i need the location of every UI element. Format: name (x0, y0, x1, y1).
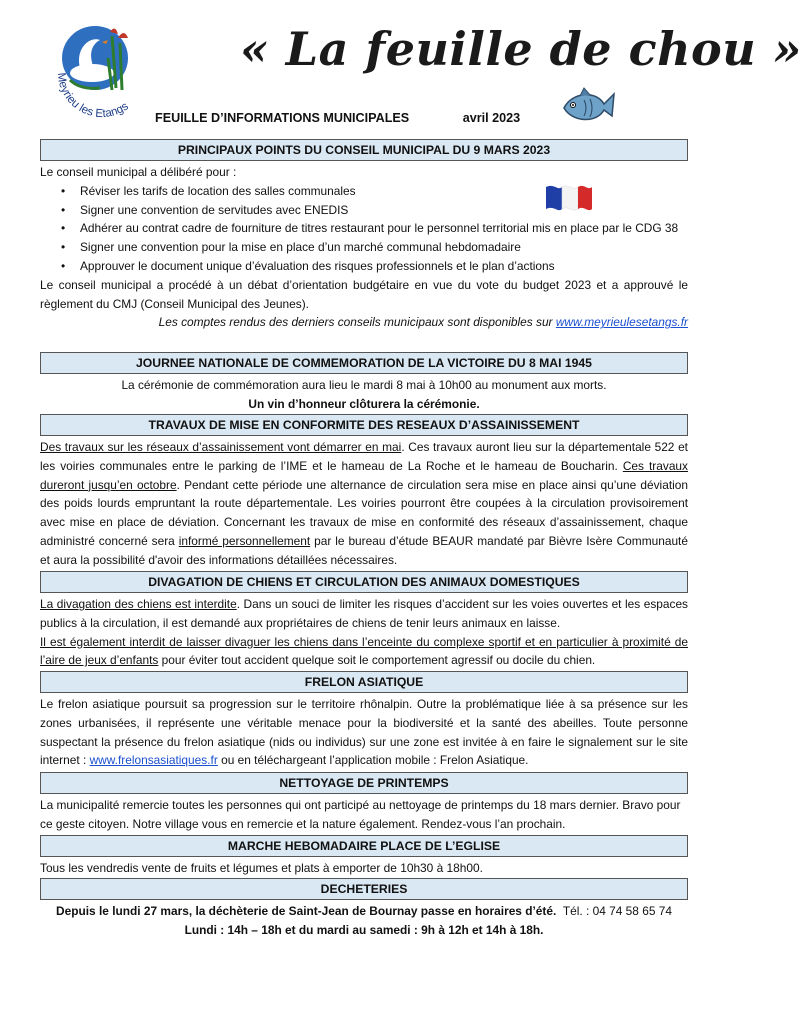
decheteries-hours: Lundi : 14h – 18h et du mardi au samedi : 9h à 12h et 14h à 18h. (184, 922, 544, 937)
chiens-text-2 (40, 633, 688, 671)
section-heading: JOURNEE NATIONALE DE COMMEMORATION DE LA VICTOIRE DU 8 MAI 1945 (40, 352, 688, 374)
body-text: ou en téléchargeant l’application mobile : Frelon Asiatique. (217, 753, 529, 768)
body-text: . Ces travaux auront lieu sur la départementale 522 et les voiries communales entre le parking de l’IME et le hameau de La Roche et le hameau de Boucharin. (40, 440, 688, 473)
section-heading: PRINCIPAUX POINTS DU CONSEIL MUNICIPAL DU 9 MARS 2023 (40, 139, 688, 161)
section-heading: FRELON ASIATIQUE (40, 671, 688, 693)
website-link[interactable]: www.meyrieulesetangs.fr (555, 315, 688, 330)
body-text: . Pendant cette période une alternance de circulation sera mise en place ainsi qu’une déviation des poids lourds empruntant la route départementale. Les voiries pourront être coupées à la circulation provisoirement avec mise en place de déviation. Concernant les travaux de mise en conformité des réseaux d’assainissement, chaque administré concerné sera (40, 477, 688, 548)
newsletter-title: « La feuille de chou » (240, 22, 802, 76)
section-heading: DIVAGATION DE CHIENS ET CIRCULATION DES ANIMAUX DOMESTIQUES (40, 571, 688, 593)
list-item: • Adhérer au contrat cadre de fourniture de titres restaurant pour le personnel territorial mis en place par le CDG 38 (80, 219, 688, 238)
section-heading: TRAVAUX DE MISE EN CONFORMITE DES RESEAUX D’ASSAINISSEMENT (40, 414, 688, 436)
list-item: • Signer une convention de servitudes avec ENEDIS (80, 201, 688, 220)
section-chiens (40, 571, 688, 670)
commemoration-text: La cérémonie de commémoration aura lieu le mardi 8 mai à 10h00 au monument aux morts. (121, 378, 607, 392)
list-item: • Signer une convention pour la mise en place d’un marché communal hebdomadaire (80, 238, 688, 257)
section-travaux (40, 414, 688, 570)
body-text: par le bureau d’étude BEAUR mandaté par Bièvre Isère Communauté et aura la possibilité d'avoir des informations détaillées nécessaires. (40, 533, 688, 567)
svg-text:Meyrieu les Etangs: Meyrieu les Etangs (54, 71, 131, 118)
swan-icon (50, 18, 150, 118)
underlined-text: La divagation des chiens est interdite (40, 597, 237, 611)
section-conseil (40, 139, 688, 332)
chiens-text-1 (40, 595, 688, 633)
conseil-list (40, 182, 688, 276)
commemoration-bold: Un vin d’honneur clôturera la cérémonie. (248, 396, 480, 411)
list-item: • Réviser les tarifs de location des salles communales (80, 182, 688, 201)
frelon-text (40, 695, 688, 770)
section-heading: NETTOYAGE DE PRINTEMPS (40, 772, 688, 794)
newsletter-subtitle (155, 111, 520, 125)
travaux-text (40, 438, 688, 570)
underlined-text: Des travaux sur les réseaux d’assainissement vont démarrer en mai (40, 440, 402, 454)
decheteries-phone: Tél. : 04 74 58 65 74 (562, 904, 672, 918)
body-text: . Dans un souci de limiter les risques d’accident sur les voies ouvertes et les espaces publics à la circulation, il est demandé aux propriétaires de chiens de tenir leurs animaux en laisse. (40, 597, 689, 630)
underlined-text: Ces travaux dureront jusqu’en octobre (40, 458, 688, 492)
nettoyage-text: La municipalité remercie toutes les personnes qui ont participé au nettoyage de printemps du 18 mars dernier. Bravo pour ce geste citoyen. Notre village vous en remercie et la nature également. Rendez-vous l’an prochain. (40, 798, 681, 831)
section-heading: MARCHE HEBOMADAIRE PLACE DE L’EGLISE (40, 835, 688, 857)
fish-icon (560, 86, 616, 126)
note-text: Les comptes rendus des derniers conseils municipaux sont disponibles sur (158, 315, 556, 330)
decheteries-bold: Depuis le lundi 27 mars, la déchèterie de Saint-Jean de Bournay passe en horaires d’été. (56, 904, 557, 918)
section-commemoration (40, 352, 688, 414)
conseil-intro: Le conseil municipal a délibéré pour : (40, 165, 237, 179)
issue-date: avril 2023 (462, 111, 521, 125)
underlined-text: Il est également interdit de laisser divaguer les chiens dans l’enceinte du complexe sportif et en particulier à proximité de l’aire de jeux d’enfants (40, 634, 688, 668)
frelon-link[interactable]: www.frelonsasiatiques.fr (89, 753, 218, 768)
body-text: pour éviter tout accident quelque soit le comportement agressif ou docile du chien. (158, 653, 596, 668)
section-frelon (40, 671, 688, 770)
body-text: Le frelon asiatique poursuit sa progression sur le territoire rhônalpin. Outre la problématique liée à sa présence sur les zones urbanisées, il représente une véritable menace pour la biodiversité et la santé des abeilles. Toute personne suspectant la présence du frelon asiatique (nids ou individus) sur une zone est invitée à en faire le signalement sur le site internet : (40, 697, 688, 768)
underlined-text: informé personnellement (178, 533, 311, 548)
subtitle-label: FEUILLE D’INFORMATIONS MUNICIPALES (155, 111, 410, 125)
section-nettoyage (40, 772, 688, 834)
section-decheteries (40, 878, 688, 940)
conseil-note (40, 313, 688, 332)
section-marche (40, 835, 688, 878)
decheteries-text (40, 902, 688, 921)
municipality-logo (50, 18, 150, 118)
conseil-paragraph: Le conseil municipal a procédé à un débat d’orientation budgétaire en vue du vote du budget 2023 et a approuvé le règlement du CMJ (Conseil Municipal des Jeunes). (40, 277, 688, 311)
marche-text: Tous les vendredis vente de fruits et légumes et plats à emporter de 10h30 à 18h00. (40, 861, 483, 875)
list-item: • Approuver le document unique d’évaluation des risques professionnels et le plan d’actions (80, 257, 688, 276)
section-heading: DECHETERIES (40, 878, 688, 900)
